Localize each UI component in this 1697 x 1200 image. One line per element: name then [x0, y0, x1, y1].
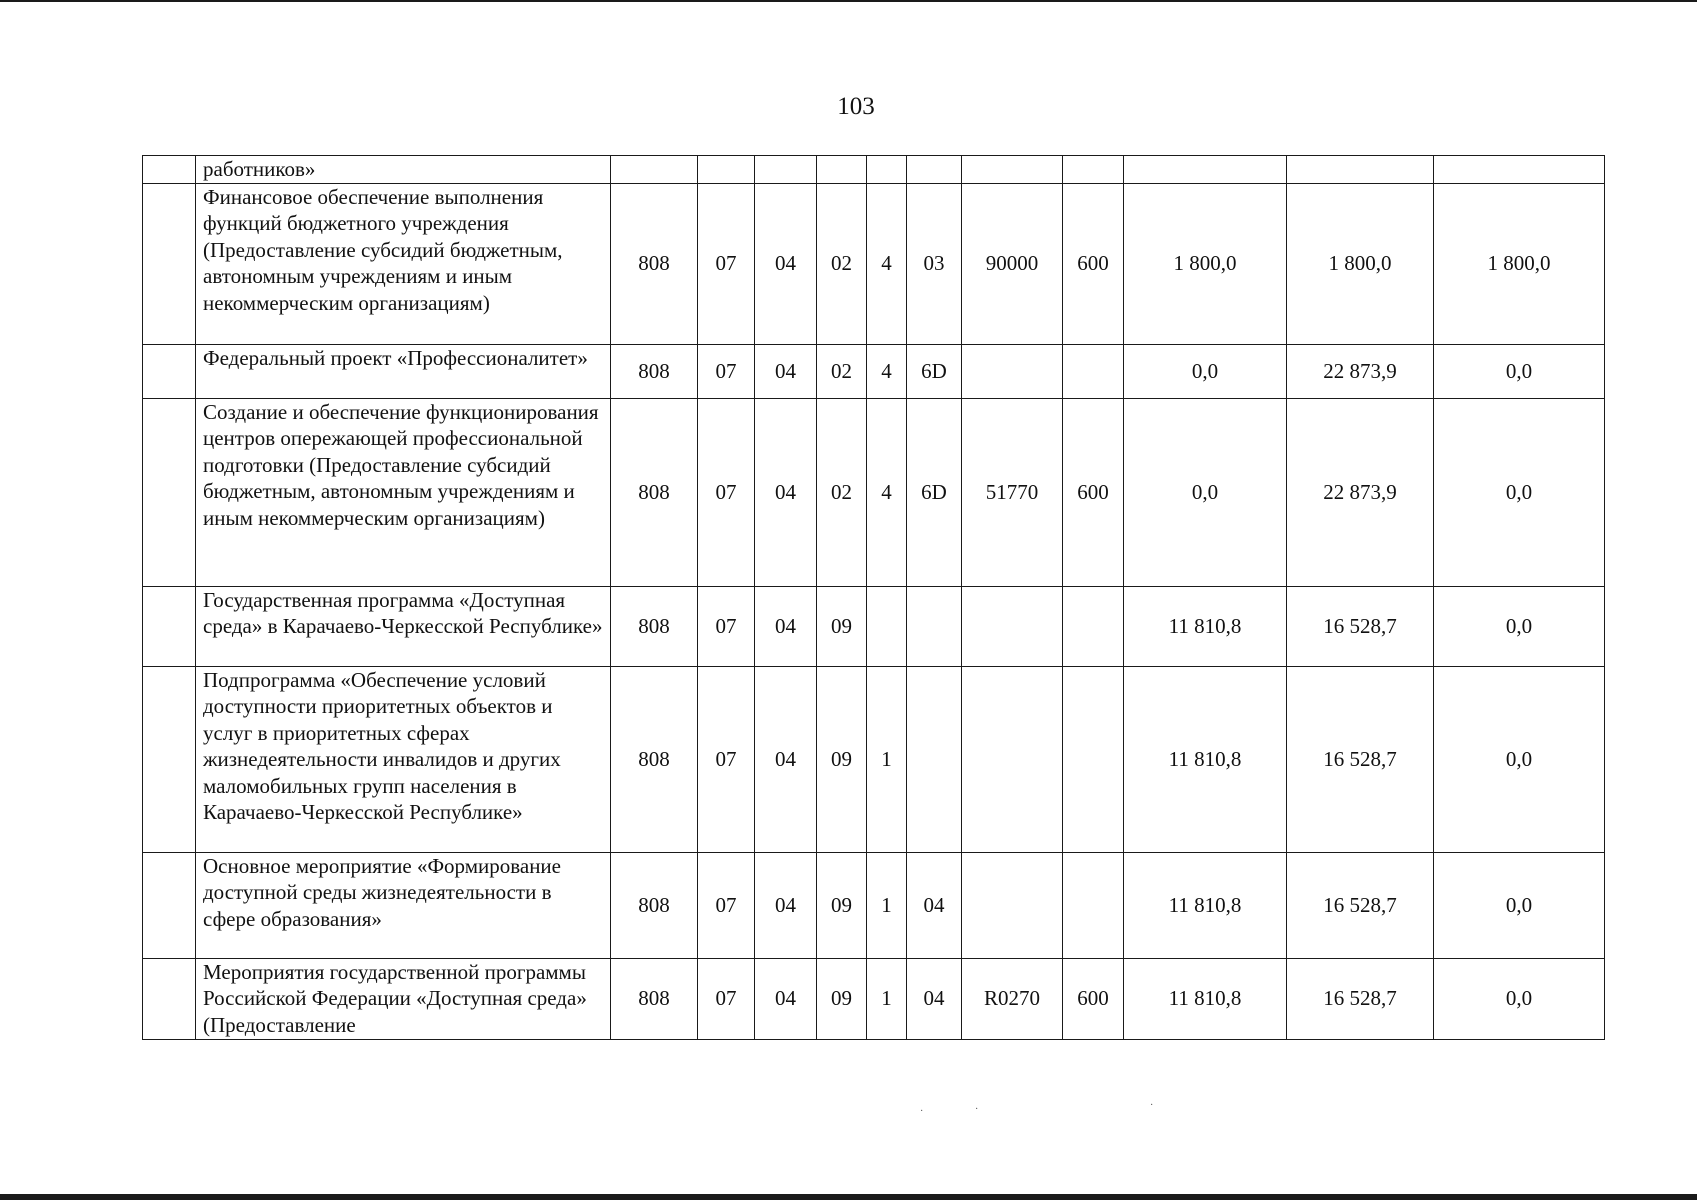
measure-code-cell: 03 — [907, 183, 962, 344]
program-code-cell: 02 — [817, 398, 867, 586]
program-code-cell: 09 — [817, 666, 867, 852]
measure-code-cell — [907, 666, 962, 852]
table-row — [143, 156, 1605, 184]
scan-border-bottom — [0, 1194, 1697, 1200]
page-number: 103 — [837, 93, 875, 120]
expense-direction-cell: R0270 — [962, 958, 1063, 1039]
amount-year2-cell: 16 528,7 — [1287, 958, 1434, 1039]
subprogram-code-cell: 1 — [867, 666, 907, 852]
table-row — [143, 344, 1605, 398]
program-code-cell: 09 — [817, 958, 867, 1039]
amount-year3-cell: 0,0 — [1434, 666, 1605, 852]
ministry-code-cell: 808 — [611, 666, 698, 852]
amount-year1-cell: 11 810,8 — [1124, 586, 1287, 666]
ministry-code-cell: 808 — [611, 344, 698, 398]
row-number-cell — [143, 183, 196, 344]
subsection-code-cell: 04 — [755, 398, 817, 586]
table-body — [143, 156, 1605, 1040]
subsection-code-cell: 04 — [755, 958, 817, 1039]
amount-year2-cell — [1287, 156, 1434, 184]
item-name-cell: Финансовое обеспечение выполнения функций бюджетного учреждения (Предоставление субсидий бюджетным, автономным учреждениям и иным некоммерческим организациям) — [196, 183, 611, 344]
scan-speck: · — [920, 1106, 924, 1117]
amount-year1-cell — [1124, 156, 1287, 184]
item-name-cell: Государственная программа «Доступная среда» в Карачаево-Черкесской Республике» — [196, 586, 611, 666]
amount-year1-cell: 1 800,0 — [1124, 183, 1287, 344]
expense-type-cell — [1063, 586, 1124, 666]
subsection-code-cell — [755, 156, 817, 184]
amount-year3-cell: 0,0 — [1434, 958, 1605, 1039]
expense-direction-cell — [962, 586, 1063, 666]
section-code-cell: 07 — [698, 958, 755, 1039]
subsection-code-cell: 04 — [755, 852, 817, 958]
table-row — [143, 958, 1605, 1039]
amount-year3-cell: 0,0 — [1434, 344, 1605, 398]
section-code-cell: 07 — [698, 183, 755, 344]
expense-direction-cell — [962, 156, 1063, 184]
subsection-code-cell: 04 — [755, 586, 817, 666]
ministry-code-cell: 808 — [611, 183, 698, 344]
section-code-cell — [698, 156, 755, 184]
section-code-cell: 07 — [698, 586, 755, 666]
program-code-cell: 02 — [817, 183, 867, 344]
subprogram-code-cell — [867, 586, 907, 666]
item-name-cell: Мероприятия государственной программы Российской Федерации «Доступная среда» (Предоставление — [196, 958, 611, 1039]
subprogram-code-cell: 4 — [867, 183, 907, 344]
subsection-code-cell: 04 — [755, 666, 817, 852]
subprogram-code-cell: 4 — [867, 344, 907, 398]
table-row — [143, 852, 1605, 958]
section-code-cell: 07 — [698, 852, 755, 958]
item-name-cell: Создание и обеспечение функционирования центров опережающей профессиональной подготовки (Предоставление субсидий бюджетным, автономным учреждениям и иным некоммерческим организациям) — [196, 398, 611, 586]
amount-year2-cell: 16 528,7 — [1287, 586, 1434, 666]
amount-year1-cell: 11 810,8 — [1124, 852, 1287, 958]
section-code-cell: 07 — [698, 344, 755, 398]
expense-type-cell: 600 — [1063, 958, 1124, 1039]
item-name-cell: Федеральный проект «Профессионалитет» — [196, 344, 611, 398]
program-code-cell — [817, 156, 867, 184]
subprogram-code-cell: 4 — [867, 398, 907, 586]
expense-direction-cell: 51770 — [962, 398, 1063, 586]
amount-year2-cell: 16 528,7 — [1287, 852, 1434, 958]
subprogram-code-cell — [867, 156, 907, 184]
amount-year2-cell: 22 873,9 — [1287, 398, 1434, 586]
amount-year1-cell: 11 810,8 — [1124, 666, 1287, 852]
table-row — [143, 586, 1605, 666]
program-code-cell: 02 — [817, 344, 867, 398]
expense-type-cell — [1063, 666, 1124, 852]
expense-type-cell: 600 — [1063, 183, 1124, 344]
program-code-cell: 09 — [817, 852, 867, 958]
measure-code-cell: 6D — [907, 398, 962, 586]
scan-speck: · — [975, 1104, 979, 1115]
amount-year1-cell: 0,0 — [1124, 398, 1287, 586]
measure-code-cell — [907, 586, 962, 666]
row-number-cell — [143, 586, 196, 666]
budget-table — [142, 155, 1605, 1040]
subsection-code-cell: 04 — [755, 344, 817, 398]
measure-code-cell — [907, 156, 962, 184]
section-code-cell: 07 — [698, 666, 755, 852]
measure-code-cell: 04 — [907, 958, 962, 1039]
table-row — [143, 183, 1605, 344]
ministry-code-cell: 808 — [611, 852, 698, 958]
expense-direction-cell — [962, 344, 1063, 398]
amount-year2-cell: 1 800,0 — [1287, 183, 1434, 344]
row-number-cell — [143, 958, 196, 1039]
program-code-cell: 09 — [817, 586, 867, 666]
subprogram-code-cell: 1 — [867, 852, 907, 958]
measure-code-cell: 6D — [907, 344, 962, 398]
subprogram-code-cell: 1 — [867, 958, 907, 1039]
subsection-code-cell: 04 — [755, 183, 817, 344]
ministry-code-cell — [611, 156, 698, 184]
expense-type-cell — [1063, 344, 1124, 398]
expense-type-cell: 600 — [1063, 398, 1124, 586]
row-number-cell — [143, 156, 196, 184]
scan-speck: · — [1150, 1100, 1154, 1111]
ministry-code-cell: 808 — [611, 586, 698, 666]
expense-direction-cell — [962, 666, 1063, 852]
expense-type-cell — [1063, 852, 1124, 958]
amount-year3-cell: 0,0 — [1434, 398, 1605, 586]
expense-direction-cell: 90000 — [962, 183, 1063, 344]
item-name-cell: Основное мероприятие «Формирование доступной среды жизнедеятельности в сфере образования» — [196, 852, 611, 958]
scan-border-top — [0, 0, 1697, 2]
expense-direction-cell — [962, 852, 1063, 958]
ministry-code-cell: 808 — [611, 398, 698, 586]
item-name-cell: работников» — [196, 156, 611, 184]
amount-year3-cell: 1 800,0 — [1434, 183, 1605, 344]
row-number-cell — [143, 344, 196, 398]
amount-year2-cell: 16 528,7 — [1287, 666, 1434, 852]
amount-year3-cell — [1434, 156, 1605, 184]
amount-year3-cell: 0,0 — [1434, 586, 1605, 666]
table-row — [143, 398, 1605, 586]
amount-year1-cell: 11 810,8 — [1124, 958, 1287, 1039]
table-row — [143, 666, 1605, 852]
expense-type-cell — [1063, 156, 1124, 184]
measure-code-cell: 04 — [907, 852, 962, 958]
row-number-cell — [143, 398, 196, 586]
amount-year1-cell: 0,0 — [1124, 344, 1287, 398]
amount-year3-cell: 0,0 — [1434, 852, 1605, 958]
section-code-cell: 07 — [698, 398, 755, 586]
amount-year2-cell: 22 873,9 — [1287, 344, 1434, 398]
row-number-cell — [143, 666, 196, 852]
ministry-code-cell: 808 — [611, 958, 698, 1039]
row-number-cell — [143, 852, 196, 958]
item-name-cell: Подпрограмма «Обеспечение условий доступности приоритетных объектов и услуг в приоритетных сферах жизнедеятельности инвалидов и других маломобильных групп населения в Карачаево-Черкесской Республике» — [196, 666, 611, 852]
